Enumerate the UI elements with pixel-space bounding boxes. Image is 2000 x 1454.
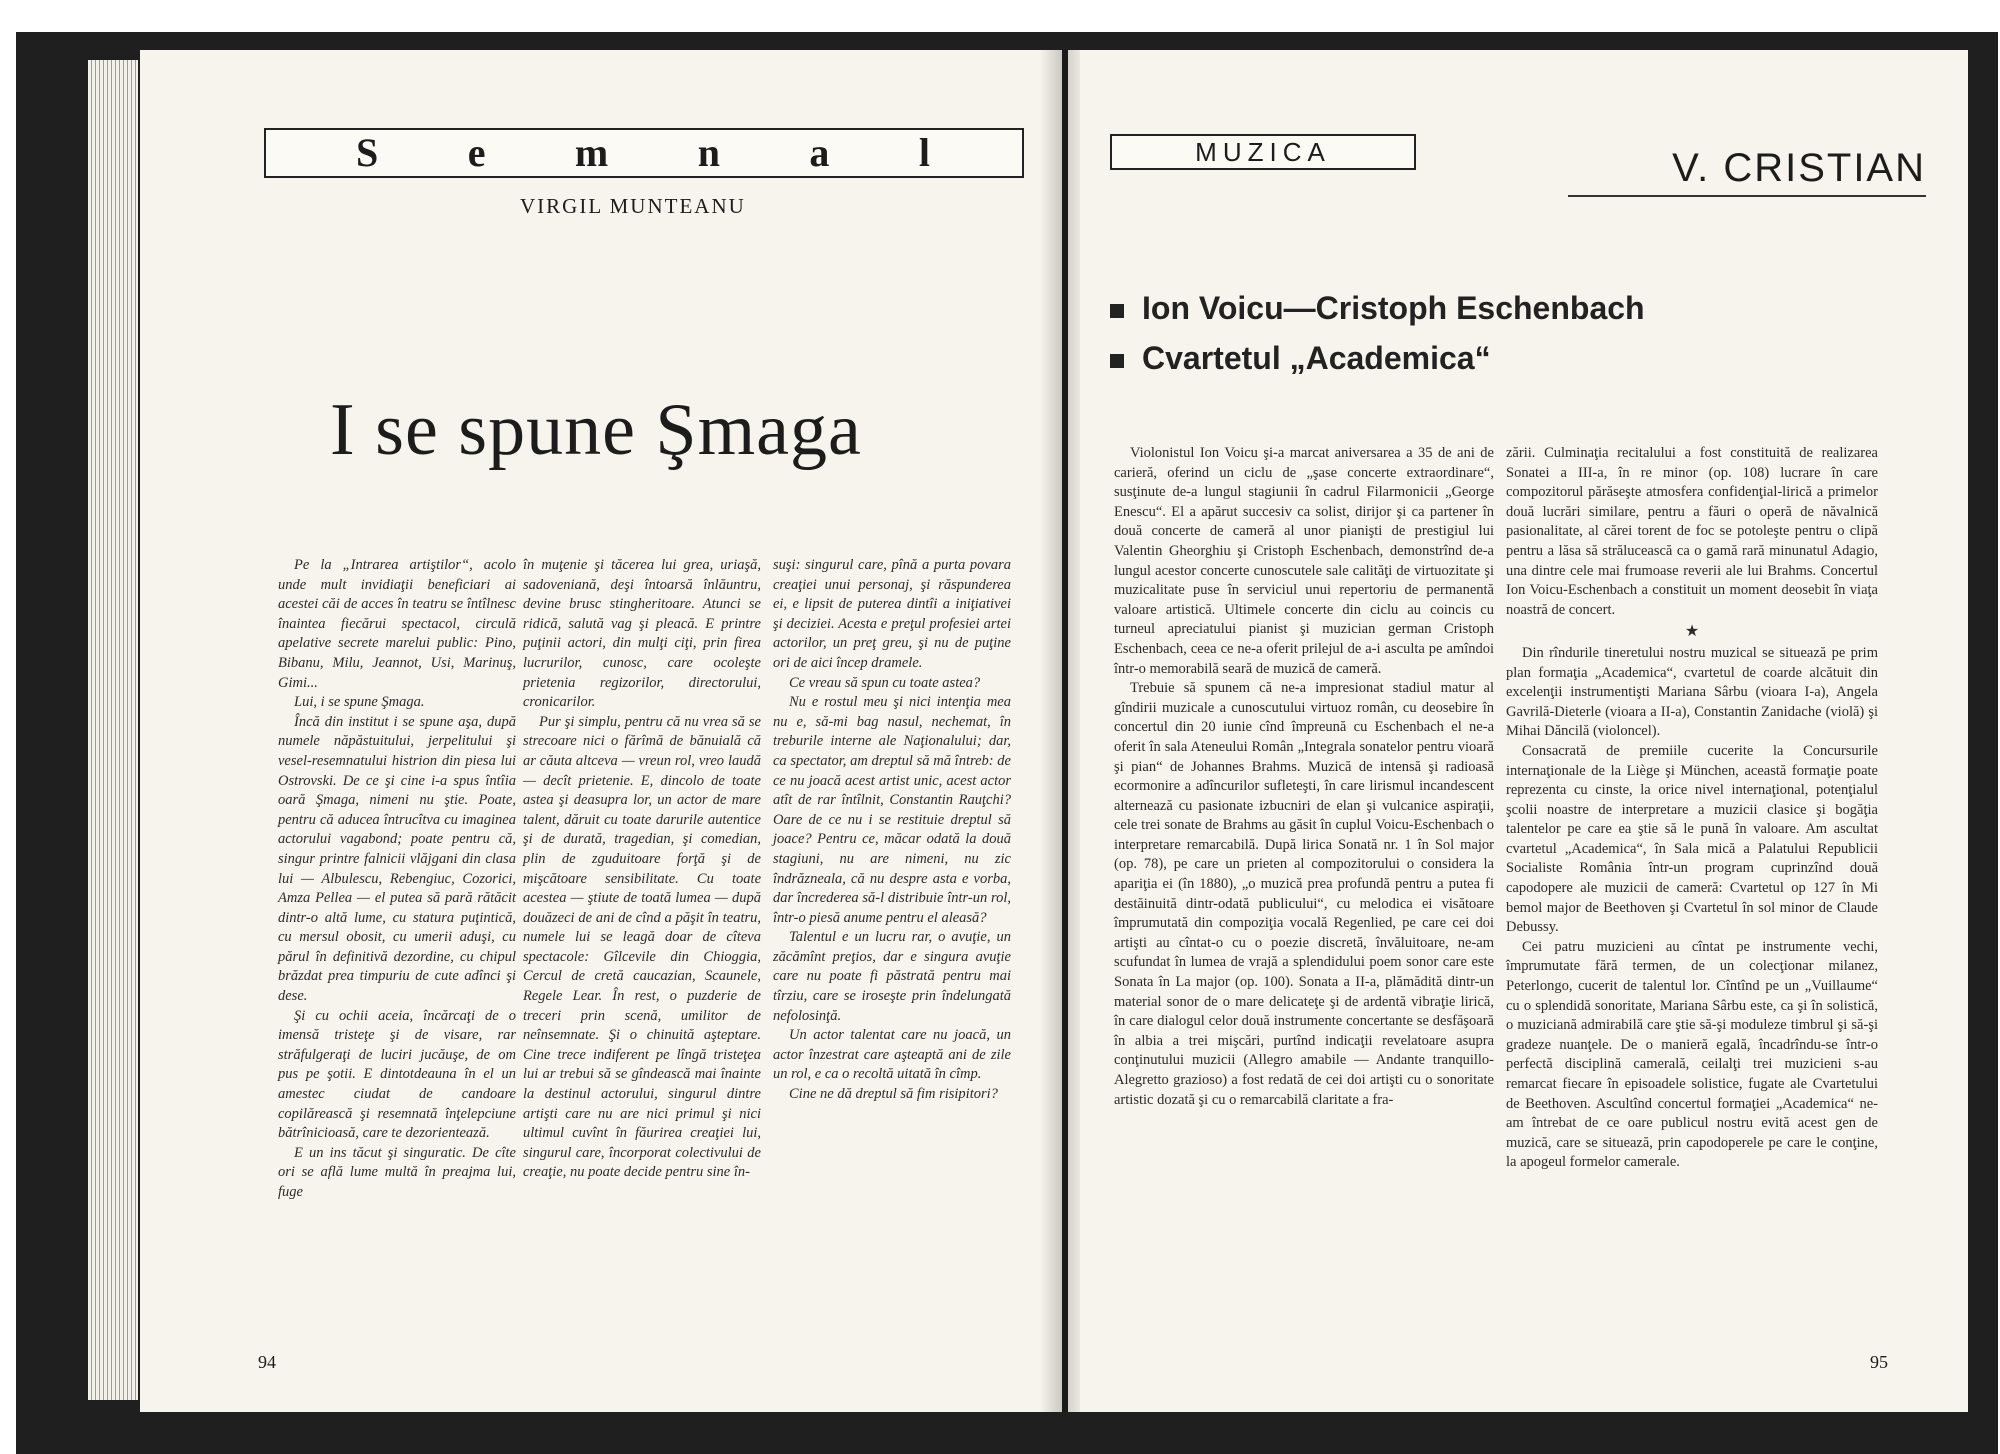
left-page	[140, 50, 1062, 1412]
section-title: MUZICA	[1195, 137, 1331, 167]
headline	[1110, 340, 1491, 377]
paragraph: Şi cu ochii aceia, încărcaţi de o imensă tristeţe şi de visare, rar străfulgeraţi de luciri jucăuşe, de om pus pe şotii. E dintotdeauna în el un amestec ciudat de candoare copilărească şi resemnată înţelepciune bătrînicioasă, care te dezorientează.	[278, 1007, 516, 1142]
headline	[1110, 290, 1645, 327]
paragraph: Din rîndurile tineretului nostru muzical se situează pe prim plan formaţia „Academica“, cvartetul de coarde alcătuit din excelenţii instrumentişti Mariana Sârbu (vioara I-a), Angela Gavrilă-Dieterle (vioara a II-a), Constantin Zanidache (violă) şi Mihai Dăncilă (violoncel).	[1506, 644, 1878, 740]
article-column-1	[1114, 444, 1494, 1110]
section-header-semnal	[264, 128, 1024, 178]
paragraph: suşi: singurul care, pînă a purta povara creaţiei unui personaj, şi răspunderea ei, e lipsit de puterea dintîi a iniţiativei şi deciziei. Acesta e preţul profesiei artei actorilor, un preţ greu, şi nu de puţine ori de aici încep dramele.	[773, 557, 1011, 671]
book-spine	[1040, 50, 1080, 1412]
page-edges	[88, 60, 138, 1400]
article-column-2	[523, 556, 761, 1183]
section-title	[266, 130, 1022, 176]
section-letter: m	[574, 130, 611, 175]
author-name: V. CRISTIAN	[1568, 146, 1926, 197]
paragraph: Trebuie să spunem că ne-a impresionat stadiul matur al gîndirii muzicale a cunoscutului virtuoz român, cu deosebire în concertul din 20 iunie cînd împreună cu Eschenbach el ne-a oferit în sala Ateneului Român „Integrala sonatelor pentru vioară şi pian“ de Johannes Brahms. Muzică de intensă şi radioasă ecormonire a adîncurilor sufleteşti, în care lirismul incandescent alternează cu pasionate izbucniri de elan şi vulcanice aspiraţii, cele trei sonate de Brahms au găsit în cuplul Voicu-Eschenbach o interpretare remarcabilă. După lirica Sonată nr. 1 în Sol major (op. 78), pe care un prieten al compozitorului o considera la apariţia ei (în 1880), „o muzică prea profundă pentru a putea fi destăinuită dintr-odată publicului“, cu melodica ei visătoare împrumutată din compoziţia vocală Regenlied, pe care cei doi artişti au cîntat-o cu o poezie discretă, învăluitoare, ne-am scufundat în lumea de vrajă a splendidului poem sonor care este Sonata în La major (op. 100). Sonata a II-a, plămădită dintr-un material sonor de o mare delicateţe şi de ardentă vibraţie lirică, în care dialogul celor două instrumente concertante se desfăşoară în albia a trei mişcări, purtînd indicaţii revelatoare asupra conţinutului muzicii (Allegro amabile — Andante tranquillo-Alegretto grazioso) a fost redată de cei doi artişti cu o sonoritate artistic dozată şi cu o remarcabilă claritate a fra-	[1114, 680, 1494, 1108]
headline-text: Ion Voicu—Cristoph Eschenbach	[1142, 290, 1645, 326]
section-letter: e	[467, 130, 488, 175]
paragraph: Un actor talentat care nu joacă, un actor înzestrat care aşteaptă ani de zile un rol, e ca o recoltă uitată în cîmp.	[773, 1027, 1011, 1083]
paragraph: Ce vreau să spun cu toate astea?	[789, 674, 981, 691]
bullet-square-icon	[1110, 354, 1124, 368]
paragraph: Violonistul Ion Voicu şi-a marcat aniversarea a 35 de ani de carieră, oferind un ciclu de „şase concerte extraordinare“, susţinute de-a lungul stagiunii în cadrul Filarmonicii „George Enescu“. El a apărut succesiv ca solist, dirijor şi ca partener în două concerte de cameră al unor pianişti de prestigiul lui Valentin Gheorghiu şi Cristoph Eschenbach, demonstrînd de-a lungul acestor concerte cunoscutele sale calităţi de virtuozitate şi muzicalitate puse în serviciul unui repertoriu de permanentă valoare artistică. Ultimele concerte din ciclu au coincis cu turneul apreciatului pianist şi muzician german Cristoph Eschenbach, ceea ce ne-a oferit prilejul de a-i asculta pe amîndoi într-o memorabilă seară de muzică de cameră.	[1114, 445, 1494, 677]
paragraph: E un ins tăcut şi singuratic. De cîte ori se află lume multă în preajma lui, fuge	[278, 1144, 516, 1200]
headline-text: Cvartetul „Academica“	[1142, 340, 1491, 376]
paragraph: Cei patru muzicieni au cîntat pe instrumente vechi, împrumutate fără termen, de un colecţionar milanez, Peterlongo, cucerit de talentul lor. Cîntînd pe un „Vuillaume“ cu o splendidă sonoritate, Mariana Sârbu este, ca şi în solistică, o muziciană admirabilă care ştie să-şi moduleze timbrul şi să-şi gradeze nuanţele. De o manieră egală, încadrîndu-se într-o perfectă disciplină camerală, ceilalţi trei muzicieni s-au remarcat fiecare în episoadele solistice, fugate ale Cvartetului de Beethoven. Ascultînd concertul formaţiei „Academica“ ne-am întrebat de ce oare publicul nostru evită acest gen de muzică, care se situează, prin capodoperele pe care le conţine, la apogeul formelor camerale.	[1506, 938, 1878, 1171]
paragraph: Pe la „Intrarea artiştilor“, acolo unde mult invidiaţii beneficiari ai acestei căi de acces în teatru se întîlnesc înaintea fiecărui spectacol, circulă apelative secrete marelui public: Pino, Bibanu, Milu, Jeannot, Usi, Marinuş, Gimi...	[278, 557, 516, 691]
paragraph: Lui, i se spune Şmaga.	[294, 694, 425, 711]
section-letter: l	[918, 130, 932, 175]
article-title: I se spune Şmaga	[330, 389, 862, 471]
author-name: VIRGIL MUNTEANU	[520, 194, 746, 218]
paragraph: Consacrată de premiile cucerite la Concursurile internaţionale de la Liège şi München, această formaţie poate reprezenta cu cinste, la orice nivel internaţional, potenţialul şcolii noastre de interpretare a muzicii clasice şi bogăţia talentelor pe care ea ştie să le pună în valoare. Am ascultat cvartetul „Academica“, în Sala mică a Palatului Republicii Socialiste România într-un program cuprinzînd două capodopere ale muzicii de cameră: Cvartetul op 127 în Mi bemol major de Beethoven şi Cvartetul în sol minor de Claude Debussy.	[1506, 742, 1878, 936]
right-page	[1068, 50, 1968, 1412]
paragraph: Pur şi simplu, pentru că nu vrea să se strecoare nici o fărîmă de bănuială că ar căuta altceva — vreun rol, vreo laudă — decît prietenie. E, dincolo de toate astea şi deasupra lor, un actor de mare talent, dăruit cu toate darurile autentice şi de durată, tragedian, şi comedian, plin de zguduitoare forţă şi de mişcătoare sensibilitate. Cu toate acestea — ştiute de toată lumea — după douăzeci de ani de cînd a păşit în teatru, numele lui se leagă doar de cîteva spectacole: Gîlcevile din Chioggia, Cercul de cretă caucazian, Scaunele, Regele Lear. În rest, o puzderie de treceri prin scenă, umilitor de neînsemnate. Şi o chinuită aşteptare. Cine trece indiferent pe lîngă tristeţea lui ar trebui să se gîndească mai înainte la destinul actorului, singurul dintre artişti care nu are nici primul şi nici ultimul cuvînt în făurirea creaţiei lui, singurul care, încorporat colectivului de creaţie, nu poate decide pentru sine în-	[523, 713, 761, 1181]
paragraph: zării. Culminaţia recitalului a fost constituită de realizarea Sonatei a III-a, în re minor (op. 108) lucrare în care compozitorul părăseşte atmosfera confidenţial-lirică a primelor două lucrări similare, pentru a făuri o operă de năvalnică pasionalitate, al cărei torent de foc se potoleşte pentru o clipă pentru a lăsa să strălucească ca o gamă rară minunatul Adagio, una dintre cele mai frumoase reverii ale lui Brahms. Concertul Ion Voicu-Eschenbach a constituit un moment deosebit în viaţa noastră de concert.	[1506, 445, 1878, 618]
paragraph: Nu e rostul meu şi nici intenţia mea nu e, să-mi bag nasul, nechemat, în treburile interne ale Naţionalului; dar, ca spectator, am dreptul să mă întreb: de ce nu joacă acest artist unic, acest actor atît de rar întîlnit, Constantin Rauţchi? Oare de ce nu i se restituie dreptul să joace? Pentru ce, măcar odată la două stagiuni, nu are nimeni, nu zic îndrăzneala, că nu despre asta e vorba, dar încrederea să-l distribuie într-un rol, într-o piesă anume pentru el aleasă?	[773, 694, 1011, 926]
paragraph: în muţenie şi tăcerea lui grea, uriaşă, sadoveniană, deşi întoarsă înlăuntru, devine brusc stingheritoare. Atunci se ridică, salută vag şi pleacă. E printre puţinii actori, din mulţi ciţi, prin firea lucrurilor, cunosc, care ocoleşte prietenia regizorilor, directorului, cronicarilor.	[523, 557, 761, 711]
star-separator-icon: ★	[1684, 623, 1700, 641]
article-column-1	[278, 556, 516, 1203]
section-letter: n	[697, 130, 722, 175]
bullet-square-icon	[1110, 304, 1124, 318]
article-column-3	[773, 556, 1011, 1105]
section-letter: a	[809, 130, 832, 175]
section-header-muzica	[1110, 134, 1416, 170]
paragraph: Încă din institut i se spune aşa, după numele năpăstuitului, jerpelitului şi vesel-resemnatului histrion din piesa lui Ostrovski. De ce şi cine i-a spus întîia oară Şmaga, nimeni nu ştie. Poate, pentru că aducea întrucîtva cu imaginea actorului vagabond; poate pentru că, singur printre falnicii vlăjgani din clasa lui — Albulescu, Rebengiuc, Cozorici, Amza Pellea — el putea să pară rătăcit dintr-o altă lume, cu statura puţintică, cu mersul obosit, cu umerii aduşi, cu părul în definitivă dezordine, cu chipul brăzdat prea timpuriu de cute adînci şi dese.	[278, 713, 516, 1005]
article-column-2	[1506, 444, 1878, 1173]
page-number: 95	[1870, 1352, 1888, 1372]
section-letter: S	[356, 130, 381, 175]
paragraph: Cine ne dă dreptul să fim risipitori?	[789, 1086, 998, 1103]
paragraph: Talentul e un lucru rar, o avuţie, un zăcămînt preţios, dar e singura avuţie care nu poate fi păstrată pentru mai tîrziu, care se iroseşte prin îndelungată nefolosinţă.	[773, 929, 1011, 1024]
page-number: 94	[258, 1352, 276, 1372]
